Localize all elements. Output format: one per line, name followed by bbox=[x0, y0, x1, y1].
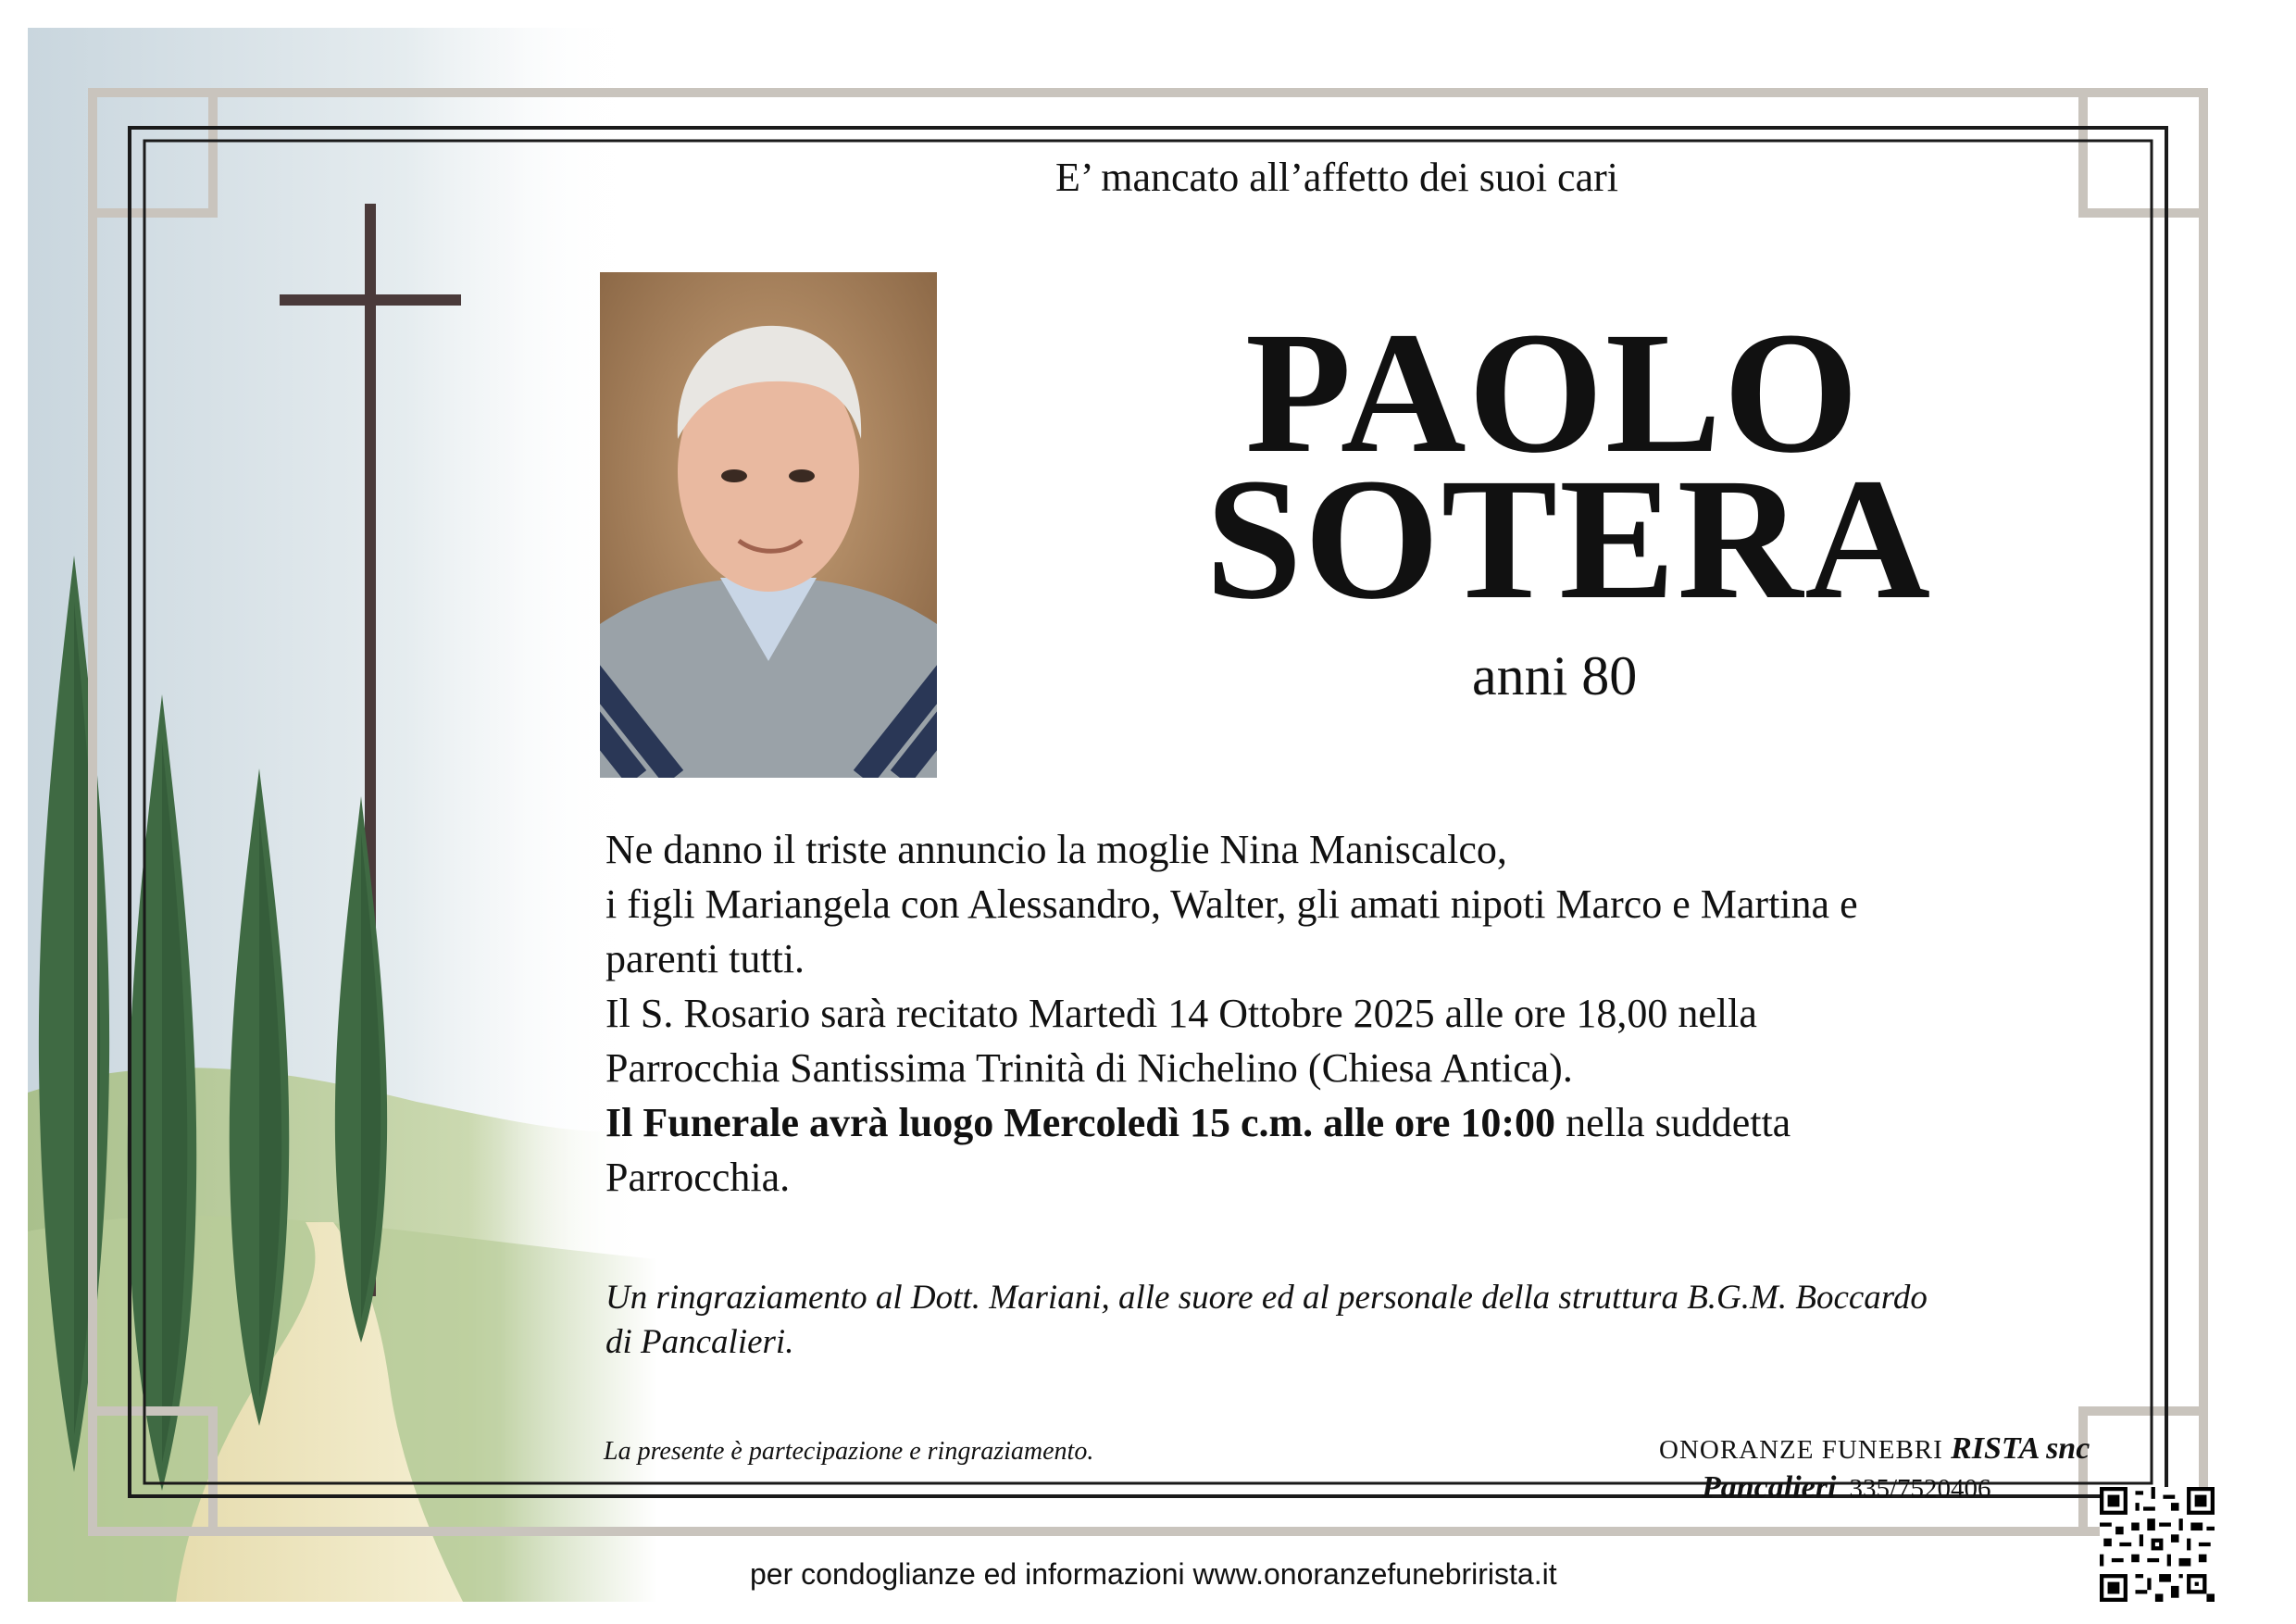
qr-code-icon bbox=[2100, 1487, 2215, 1602]
announcement-line: Il S. Rosario sarà recitato Martedì 14 Ottobre 2025 alle ore 18,00 nella bbox=[605, 991, 1757, 1036]
agency-prefix: ONORANZE FUNEBRI bbox=[1659, 1435, 1952, 1465]
footer-contact: per condoglianze ed informazioni www.onoranzefunebrirista.it bbox=[750, 1557, 1557, 1591]
intro-text: E’ mancato all’affetto dei suoi cari bbox=[1055, 155, 1618, 200]
first-name: PAOLO bbox=[1245, 295, 1861, 489]
agency-name: RISTA snc bbox=[1951, 1431, 2090, 1466]
thanks-line: Un ringraziamento al Dott. Mariani, alle suore ed al personale della struttura B.G.M. Boccardo bbox=[605, 1279, 1928, 1317]
funeral-rest: nella suddetta bbox=[1555, 1100, 1791, 1145]
thanks-line: di Pancalieri. bbox=[605, 1323, 794, 1361]
funeral-details: Il Funerale avrà luogo Mercoledì 15 c.m. alle ore 10:00 bbox=[605, 1100, 1556, 1145]
funeral-line bbox=[605, 1095, 2068, 1150]
announcement-line: Parrocchia Santissima Trinità di Nichelino (Chiesa Antica). bbox=[605, 1045, 1573, 1091]
agency-phone: 335/7520406 bbox=[1849, 1474, 1991, 1504]
age: anni 80 bbox=[1472, 645, 1638, 706]
announcement-line: Ne danno il triste annuncio la moglie Nina Maniscalco, bbox=[605, 827, 1507, 872]
announcement-line: Parrocchia. bbox=[605, 1155, 791, 1200]
portrait-photo bbox=[600, 272, 937, 778]
last-name: SOTERA bbox=[1205, 442, 1933, 635]
agency-town-name: Pancalieri bbox=[1702, 1470, 1837, 1505]
agency-town bbox=[1702, 1470, 1991, 1505]
announcement-line: parenti tutti. bbox=[605, 936, 805, 981]
agency-label bbox=[1659, 1431, 2090, 1467]
announcement-line: i figli Mariangela con Alessandro, Walter, gli amati nipoti Marco e Martina e bbox=[605, 881, 1858, 927]
partecipazione-note: La presente è partecipazione e ringraziamento. bbox=[604, 1437, 1094, 1466]
thanks-text bbox=[605, 1276, 2050, 1365]
announcement-text bbox=[605, 822, 2068, 1205]
